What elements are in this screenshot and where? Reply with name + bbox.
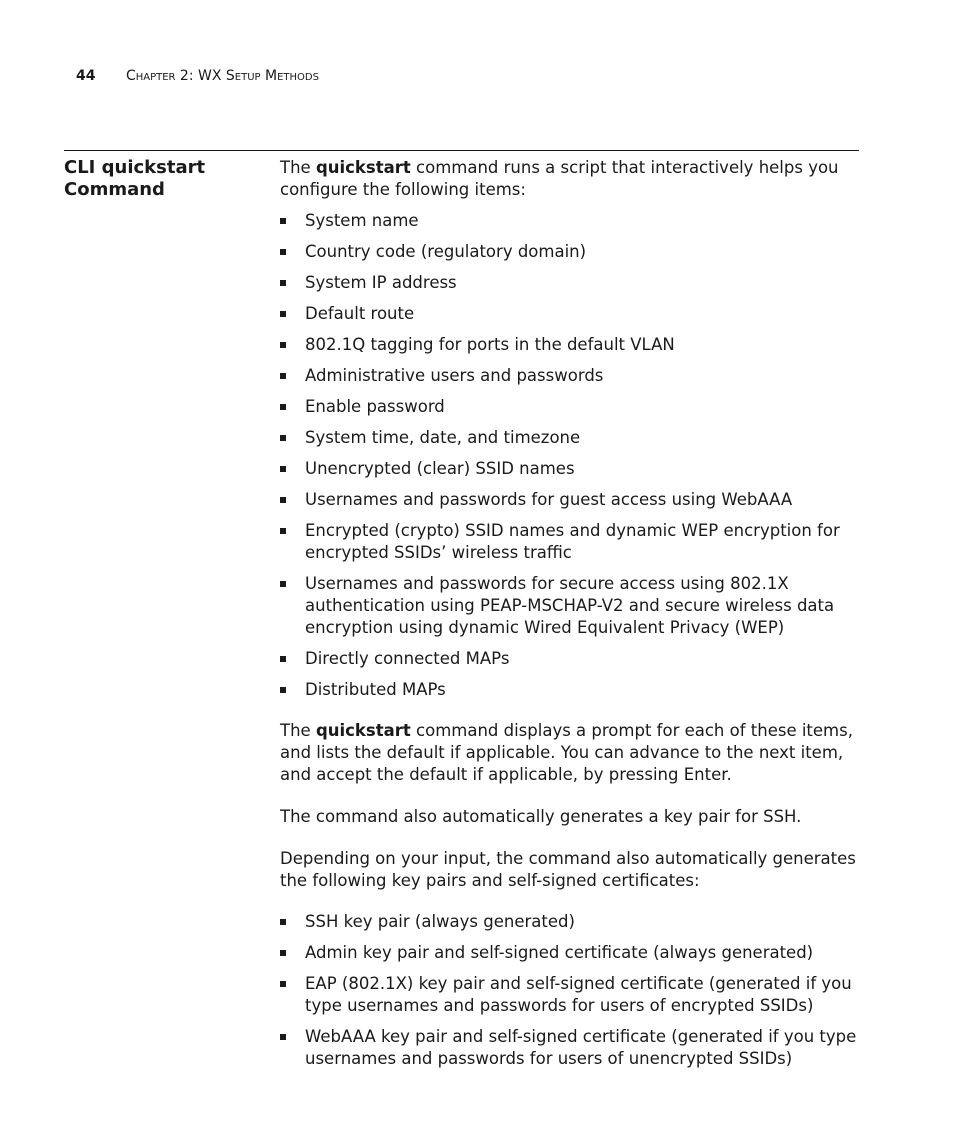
section-heading	[64, 157, 264, 201]
list-item-text: EAP (802.1X) key pair and self-signed certificate (generated if you type usernames and passwords for users of encrypted SSIDs)	[305, 974, 852, 1015]
list-item	[280, 489, 859, 511]
list-item	[280, 1026, 859, 1070]
bullet-icon	[280, 311, 286, 317]
prompt-text: command displays a prompt for each of these items, and lists the default if applicable. You can advance to the next item, and accept the default if applicable, by pressing Enter.	[280, 721, 853, 784]
section-heading-line: Command	[64, 179, 165, 200]
page-header	[76, 67, 319, 85]
list-item-text: Distributed MAPs	[305, 680, 446, 699]
bullet-icon	[280, 687, 286, 693]
list-item-text: WebAAA key pair and self-signed certificate (generated if you type usernames and passwords for users of unencrypted SSIDs)	[305, 1027, 857, 1068]
list-item-text: Encrypted (crypto) SSID names and dynamic WEP encryption for encrypted SSIDs’ wireless traffic	[305, 521, 840, 562]
list-item	[280, 973, 859, 1017]
page-number: 44	[76, 68, 96, 84]
bullet-icon	[280, 342, 286, 348]
bullet-icon	[280, 950, 286, 956]
list-item-text: Enable password	[305, 397, 445, 416]
list-item	[280, 241, 859, 263]
list-item	[280, 272, 859, 294]
section-divider	[64, 150, 859, 151]
list-item	[280, 648, 859, 670]
intro-paragraph	[280, 157, 859, 201]
key-pairs-list	[280, 911, 859, 1070]
depending-paragraph: Depending on your input, the command also automatically generates the following key pairs and self-signed certificates:	[280, 849, 856, 890]
list-item-text: SSH key pair (always generated)	[305, 912, 575, 931]
list-item	[280, 458, 859, 480]
bullet-icon	[280, 435, 286, 441]
list-item-text: System name	[305, 211, 419, 230]
intro-text: command runs a script that interactively helps you configure the following items:	[280, 158, 839, 199]
intro-text: The	[280, 158, 316, 177]
prompt-text: The	[280, 721, 316, 740]
list-item-text: Admin key pair and self-signed certificate (always generated)	[305, 943, 814, 962]
list-item-text: System IP address	[305, 273, 457, 292]
list-item-text: Country code (regulatory domain)	[305, 242, 587, 261]
section-heading-line: CLI quickstart	[64, 157, 206, 178]
list-item	[280, 679, 859, 701]
command-name: quickstart	[315, 158, 411, 177]
bullet-icon	[280, 497, 286, 503]
bullet-icon	[280, 280, 286, 286]
list-item	[280, 334, 859, 356]
list-item	[280, 396, 859, 418]
bullet-icon	[280, 919, 286, 925]
list-item	[280, 210, 859, 232]
list-item	[280, 303, 859, 325]
list-item	[280, 520, 859, 564]
bullet-icon	[280, 981, 286, 987]
list-item-text: Usernames and passwords for guest access using WebAAA	[305, 490, 793, 509]
list-item-text: Unencrypted (clear) SSID names	[305, 459, 575, 478]
configuration-items-list	[280, 210, 859, 701]
bullet-icon	[280, 528, 286, 534]
bullet-icon	[280, 404, 286, 410]
bullet-icon	[280, 581, 286, 587]
bullet-icon	[280, 466, 286, 472]
list-item	[280, 573, 859, 639]
bullet-icon	[280, 373, 286, 379]
bullet-icon	[280, 1034, 286, 1040]
list-item-text: Default route	[305, 304, 415, 323]
list-item-text: Administrative users and passwords	[305, 366, 604, 385]
list-item-text: Usernames and passwords for secure access using 802.1X authentication using PEAP-MSCHAP-V2 and secure wireless data encryption using dynamic Wired Equivalent Privacy (WEP)	[305, 574, 835, 637]
list-item	[280, 911, 859, 933]
list-item-text: System time, date, and timezone	[305, 428, 581, 447]
list-item	[280, 942, 859, 964]
command-name: quickstart	[315, 721, 411, 740]
bullet-icon	[280, 656, 286, 662]
ssh-paragraph: The command also automatically generates a key pair for SSH.	[280, 807, 802, 826]
list-item-text: 802.1Q tagging for ports in the default VLAN	[305, 335, 675, 354]
bullet-icon	[280, 249, 286, 255]
chapter-title: Chapter 2: WX Setup Methods	[125, 68, 319, 84]
list-item	[280, 365, 859, 387]
bullet-icon	[280, 218, 286, 224]
section-body	[280, 157, 859, 1070]
list-item	[280, 427, 859, 449]
prompt-paragraph	[280, 720, 859, 786]
list-item-text: Directly connected MAPs	[305, 649, 510, 668]
